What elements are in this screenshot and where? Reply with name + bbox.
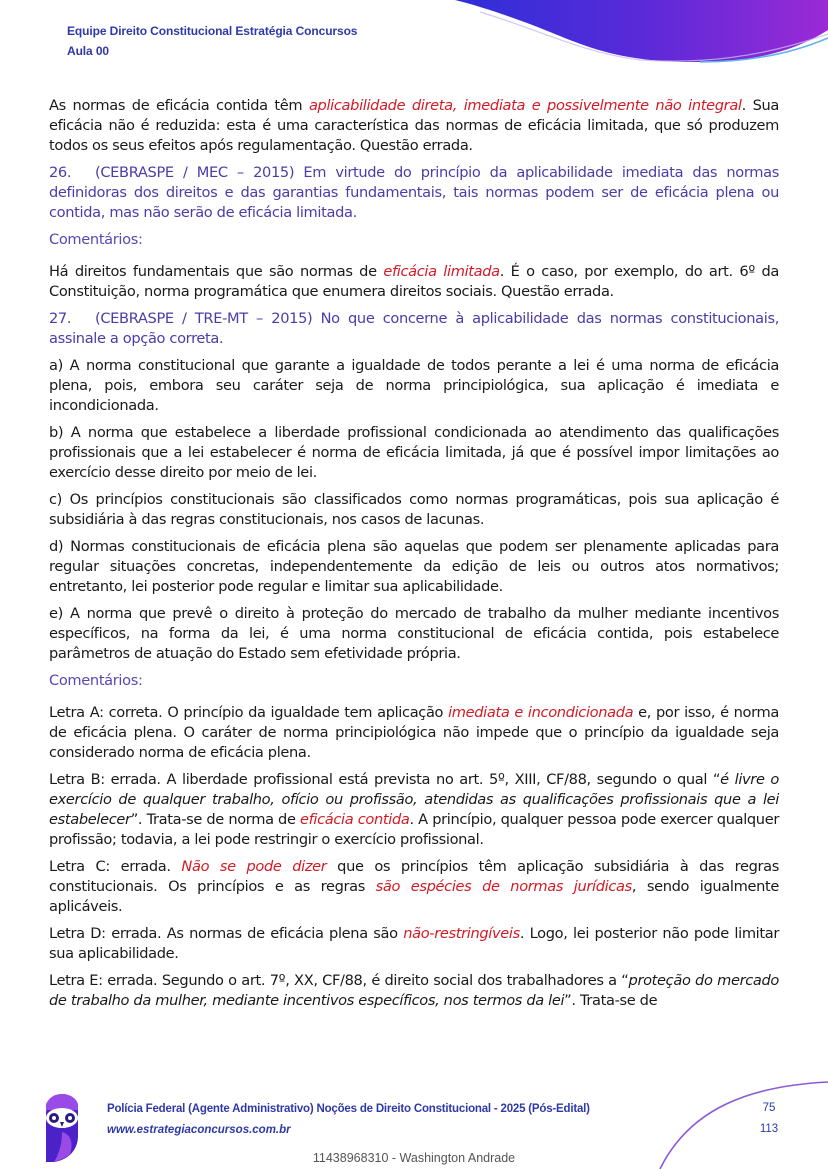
question-text: (CEBRASPE / TRE-MT – 2015) No que concerne à aplicabilidade das normas constitucionais, assinale a opção correta. xyxy=(49,310,779,347)
option-d: d) Normas constitucionais de eficácia plena são aquelas que podem ser plenamente aplicadas para regular situações concretas, independentemente da edição de leis ou outros atos normativos; entretanto, lei posterior pode regular e limitar sua aplicabilidade. xyxy=(49,538,779,595)
comment-letra-b: Letra B: errada. A liberdade profissional está prevista no art. 5º, XIII, CF/88, segundo o qual “é livre o exercício de qualquer trabalho, ofício ou profissão, atendidas as qualificações profissionais que a lei estabelecer”. Trata-se de norma de eficácia contida. A princípio, qualquer pessoa pode exercer qualquer profissão; todavia, a lei pode restringir o exercício profissional. xyxy=(49,771,780,848)
quote: é livre o exercício de qualquer trabalho, ofício ou profissão, atendidas as qualificações profissionais que a lei estabelecer xyxy=(49,771,780,828)
question-text: (CEBRASPE / MEC – 2015) Em virtude do princípio da aplicabilidade imediata das normas definidoras dos direitos e das garantias fundamentais, tais normas podem ser de eficácia plena ou contida, mas não serão de eficácia limitada. xyxy=(49,164,779,221)
question-26 xyxy=(49,163,779,223)
comment-letra-d: Letra D: errada. As normas de eficácia plena são não-restringíveis. Logo, lei posterior não pode limitar sua aplicabilidade. xyxy=(49,925,779,962)
question-27 xyxy=(49,309,779,349)
comentarios-heading: Comentários: xyxy=(49,231,143,248)
page-header xyxy=(67,21,357,61)
page-content xyxy=(49,96,779,1018)
option-c: c) Os princípios constitucionais são classificados como normas programáticas, pois sua aplicação é subsidiária à das regras constitucionais, nos casos de lacunas. xyxy=(49,491,779,528)
option-a: a) A norma constitucional que garante a igualdade de todos perante a lei é uma norma de eficácia plena, pois, embora seu caráter seja de norma principiológica, sua aplicação é imediata e incondicionada. xyxy=(49,357,779,414)
option-b: b) A norma que estabelece a liberdade profissional condicionada ao atendimento das qualificações profissionais que a lei estabelecer é norma de eficácia limitada, já que é possível impor limitações ao exercício desse direito por meio de lei. xyxy=(49,424,779,481)
question-number: 26. xyxy=(49,164,72,181)
emphasis: não-restringíveis xyxy=(403,925,520,942)
page-number: 75 xyxy=(762,1102,776,1114)
comment-letra-e: Letra E: errada. Segundo o art. 7º, XX, CF/88, é direito social dos trabalhadores a “proteção do mercado de trabalho da mulher, mediante incentivos específicos, nos termos da lei”. Trata-se de xyxy=(49,972,780,1009)
comentarios-heading: Comentários: xyxy=(49,672,143,689)
emphasis: eficácia limitada xyxy=(383,263,500,280)
document-owner: 11438968310 - Washington Andrade xyxy=(312,1151,516,1165)
comment-26: Há direitos fundamentais que são normas de eficácia limitada. É o caso, por exemplo, do art. 6º da Constituição, norma programática que enumera direitos sociais. Questão errada. xyxy=(49,263,779,300)
footer-course-title: Polícia Federal (Agente Administrativo) Noções de Direito Constitucional - 2025 (Pós-Edital) xyxy=(107,1103,590,1115)
emphasis: são espécies de normas jurídicas xyxy=(375,878,632,895)
header-lesson: Aula 00 xyxy=(67,44,109,58)
emphasis: aplicabilidade direta, imediata e possivelmente não integral xyxy=(308,97,742,114)
emphasis: imediata e incondicionada xyxy=(448,704,634,721)
comment-letra-a: Letra A: correta. O princípio da igualdade tem aplicação imediata e incondicionada e, por isso, é norma de eficácia plena. O caráter de norma principiológica não impede que o princípio da igualdade seja considerado norma de eficácia plena. xyxy=(49,704,779,761)
header-team: Equipe Direito Constitucional Estratégia Concursos xyxy=(67,24,358,38)
total-pages: 113 xyxy=(759,1123,779,1135)
option-e: e) A norma que prevê o direito à proteção do mercado de trabalho da mulher mediante incentivos específicos, na forma da lei, é uma norma constitucional de eficácia contida, pois estabelece parâmetros de atuação do Estado sem efetividade própria. xyxy=(49,605,779,662)
question-number: 27. xyxy=(49,310,72,327)
emphasis: Não se pode dizer xyxy=(181,858,327,875)
comment-letra-c: Letra C: errada. Não se pode dizer que os princípios têm aplicação subsidiária à das regras constitucionais. Os princípios e as regras são espécies de normas jurídicas, sendo igualmente aplicáveis. xyxy=(49,858,779,915)
quote: proteção do mercado de trabalho da mulher, mediante incentivos específicos, nos termos da lei xyxy=(49,972,780,1009)
paragraph-answer-25: As normas de eficácia contida têm aplicabilidade direta, imediata e possivelmente não integral. Sua eficácia não é reduzida: esta é uma característica das normas de eficácia limitada, que só produzem todos os seus efeitos após regulamentação. Questão errada. xyxy=(49,97,780,154)
footer-website-link[interactable]: www.estrategiaconcursos.com.br xyxy=(107,1124,291,1136)
emphasis: eficácia contida xyxy=(300,811,410,828)
